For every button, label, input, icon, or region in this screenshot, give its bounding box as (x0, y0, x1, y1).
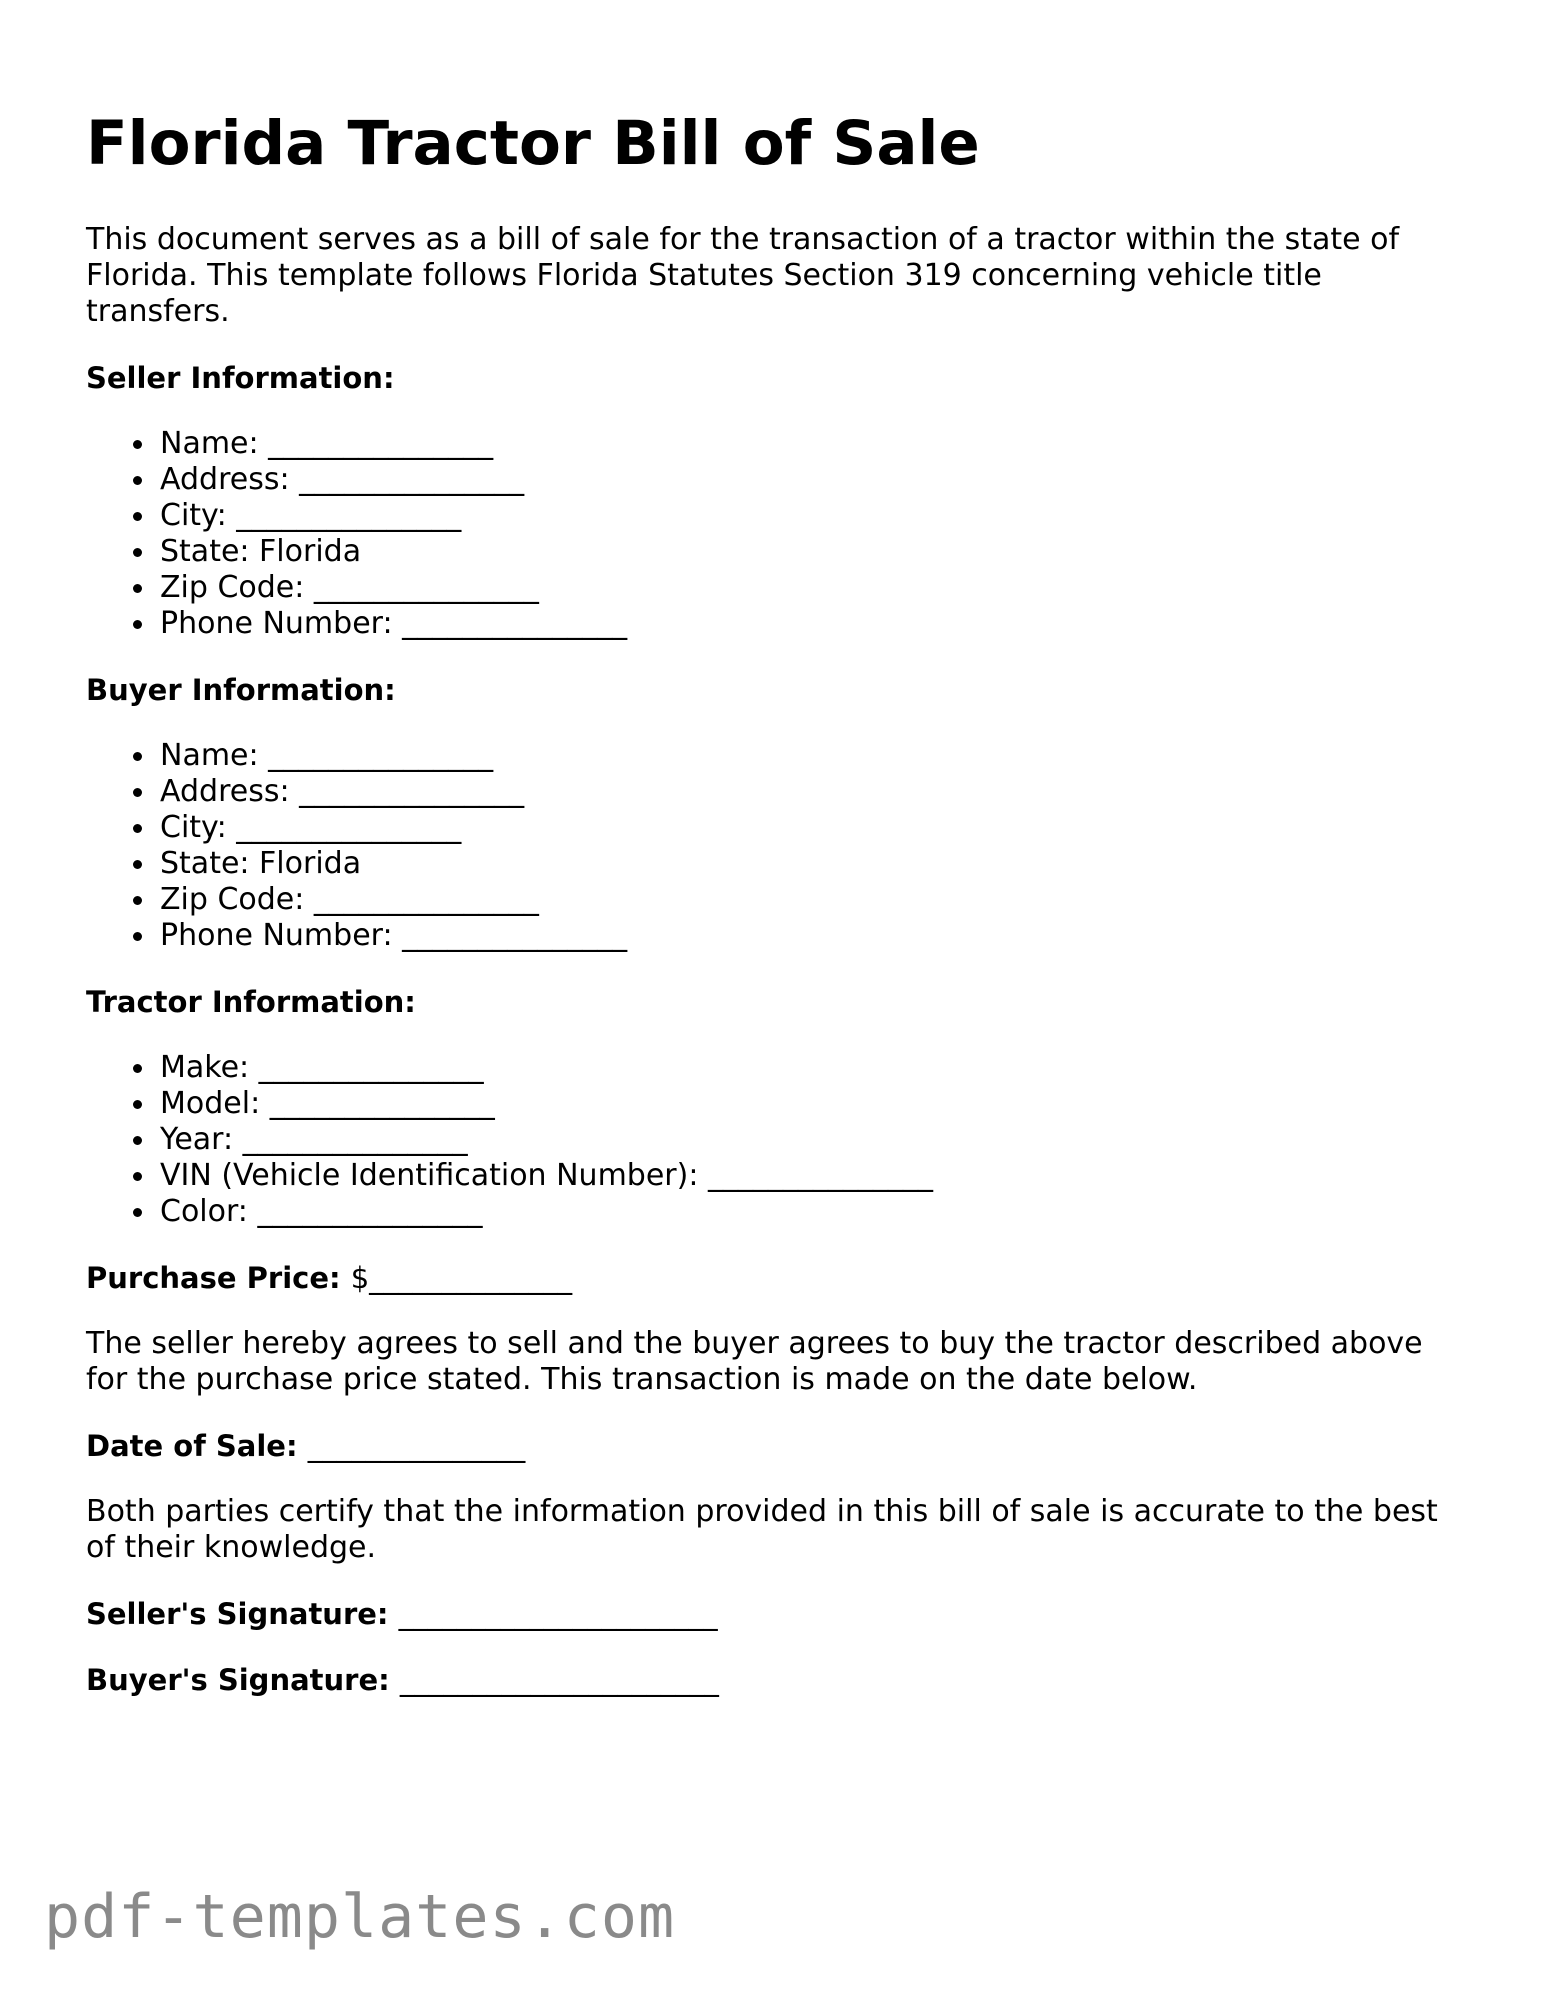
buyer-zip-field: Zip Code: _______________ (160, 882, 1466, 918)
date-of-sale-value: _______________ (307, 1429, 526, 1463)
tractor-model-field: Model: _______________ (160, 1086, 1466, 1122)
buyer-signature-line (86, 1662, 1466, 1698)
seller-name-field: Name: _______________ (160, 426, 1466, 462)
buyer-phone-field: Phone Number: _______________ (160, 918, 1466, 954)
document-page (86, 104, 1466, 1728)
seller-signature-value: ______________________ (398, 1597, 718, 1631)
buyer-address-field: Address: _______________ (160, 774, 1466, 810)
watermark-text: pdf-templates.com (44, 1882, 676, 1952)
seller-signature-label: Seller's Signature: (86, 1597, 389, 1631)
buyer-signature-value: ______________________ (399, 1663, 719, 1697)
buyer-city-field: City: _______________ (160, 810, 1466, 846)
seller-phone-field: Phone Number: _______________ (160, 606, 1466, 642)
date-of-sale-label: Date of Sale: (86, 1429, 298, 1463)
buyer-signature-label: Buyer's Signature: (86, 1663, 390, 1697)
seller-city-field: City: _______________ (160, 498, 1466, 534)
seller-info-heading: Seller Information: (86, 361, 395, 395)
tractor-year-field: Year: _______________ (160, 1122, 1466, 1158)
certification-paragraph: Both parties certify that the information provided in this bill of sale is accurate to the best of their knowledge. (86, 1494, 1438, 1565)
agreement-paragraph: The seller hereby agrees to sell and the buyer agrees to buy the tractor described above for the purchase price stated. This transaction is made on the date below. (86, 1326, 1423, 1397)
tractor-color-field: Color: _______________ (160, 1194, 1466, 1230)
seller-state-field: State: Florida (160, 534, 1466, 570)
seller-address-field: Address: _______________ (160, 462, 1466, 498)
purchase-price-value: $______________ (350, 1261, 573, 1295)
seller-zip-field: Zip Code: _______________ (160, 570, 1466, 606)
page-title: Florida Tractor Bill of Sale (86, 108, 980, 179)
intro-paragraph: This document serves as a bill of sale for the transaction of a tractor within the state of Florida. This template follows Florida Statutes Section 319 concerning vehicle title transfers. (86, 222, 1400, 329)
purchase-price-line (86, 1260, 1466, 1296)
purchase-price-label: Purchase Price: (86, 1261, 341, 1295)
tractor-vin-field: VIN (Vehicle Identification Number): _______________ (160, 1158, 1466, 1194)
buyer-info-list (86, 738, 1466, 954)
tractor-info-heading: Tractor Information: (86, 985, 416, 1019)
buyer-name-field: Name: _______________ (160, 738, 1466, 774)
date-of-sale-line (86, 1428, 1466, 1464)
seller-signature-line (86, 1596, 1466, 1632)
tractor-info-list (86, 1050, 1466, 1230)
seller-info-list (86, 426, 1466, 642)
buyer-info-heading: Buyer Information: (86, 673, 396, 707)
buyer-state-field: State: Florida (160, 846, 1466, 882)
tractor-make-field: Make: _______________ (160, 1050, 1466, 1086)
